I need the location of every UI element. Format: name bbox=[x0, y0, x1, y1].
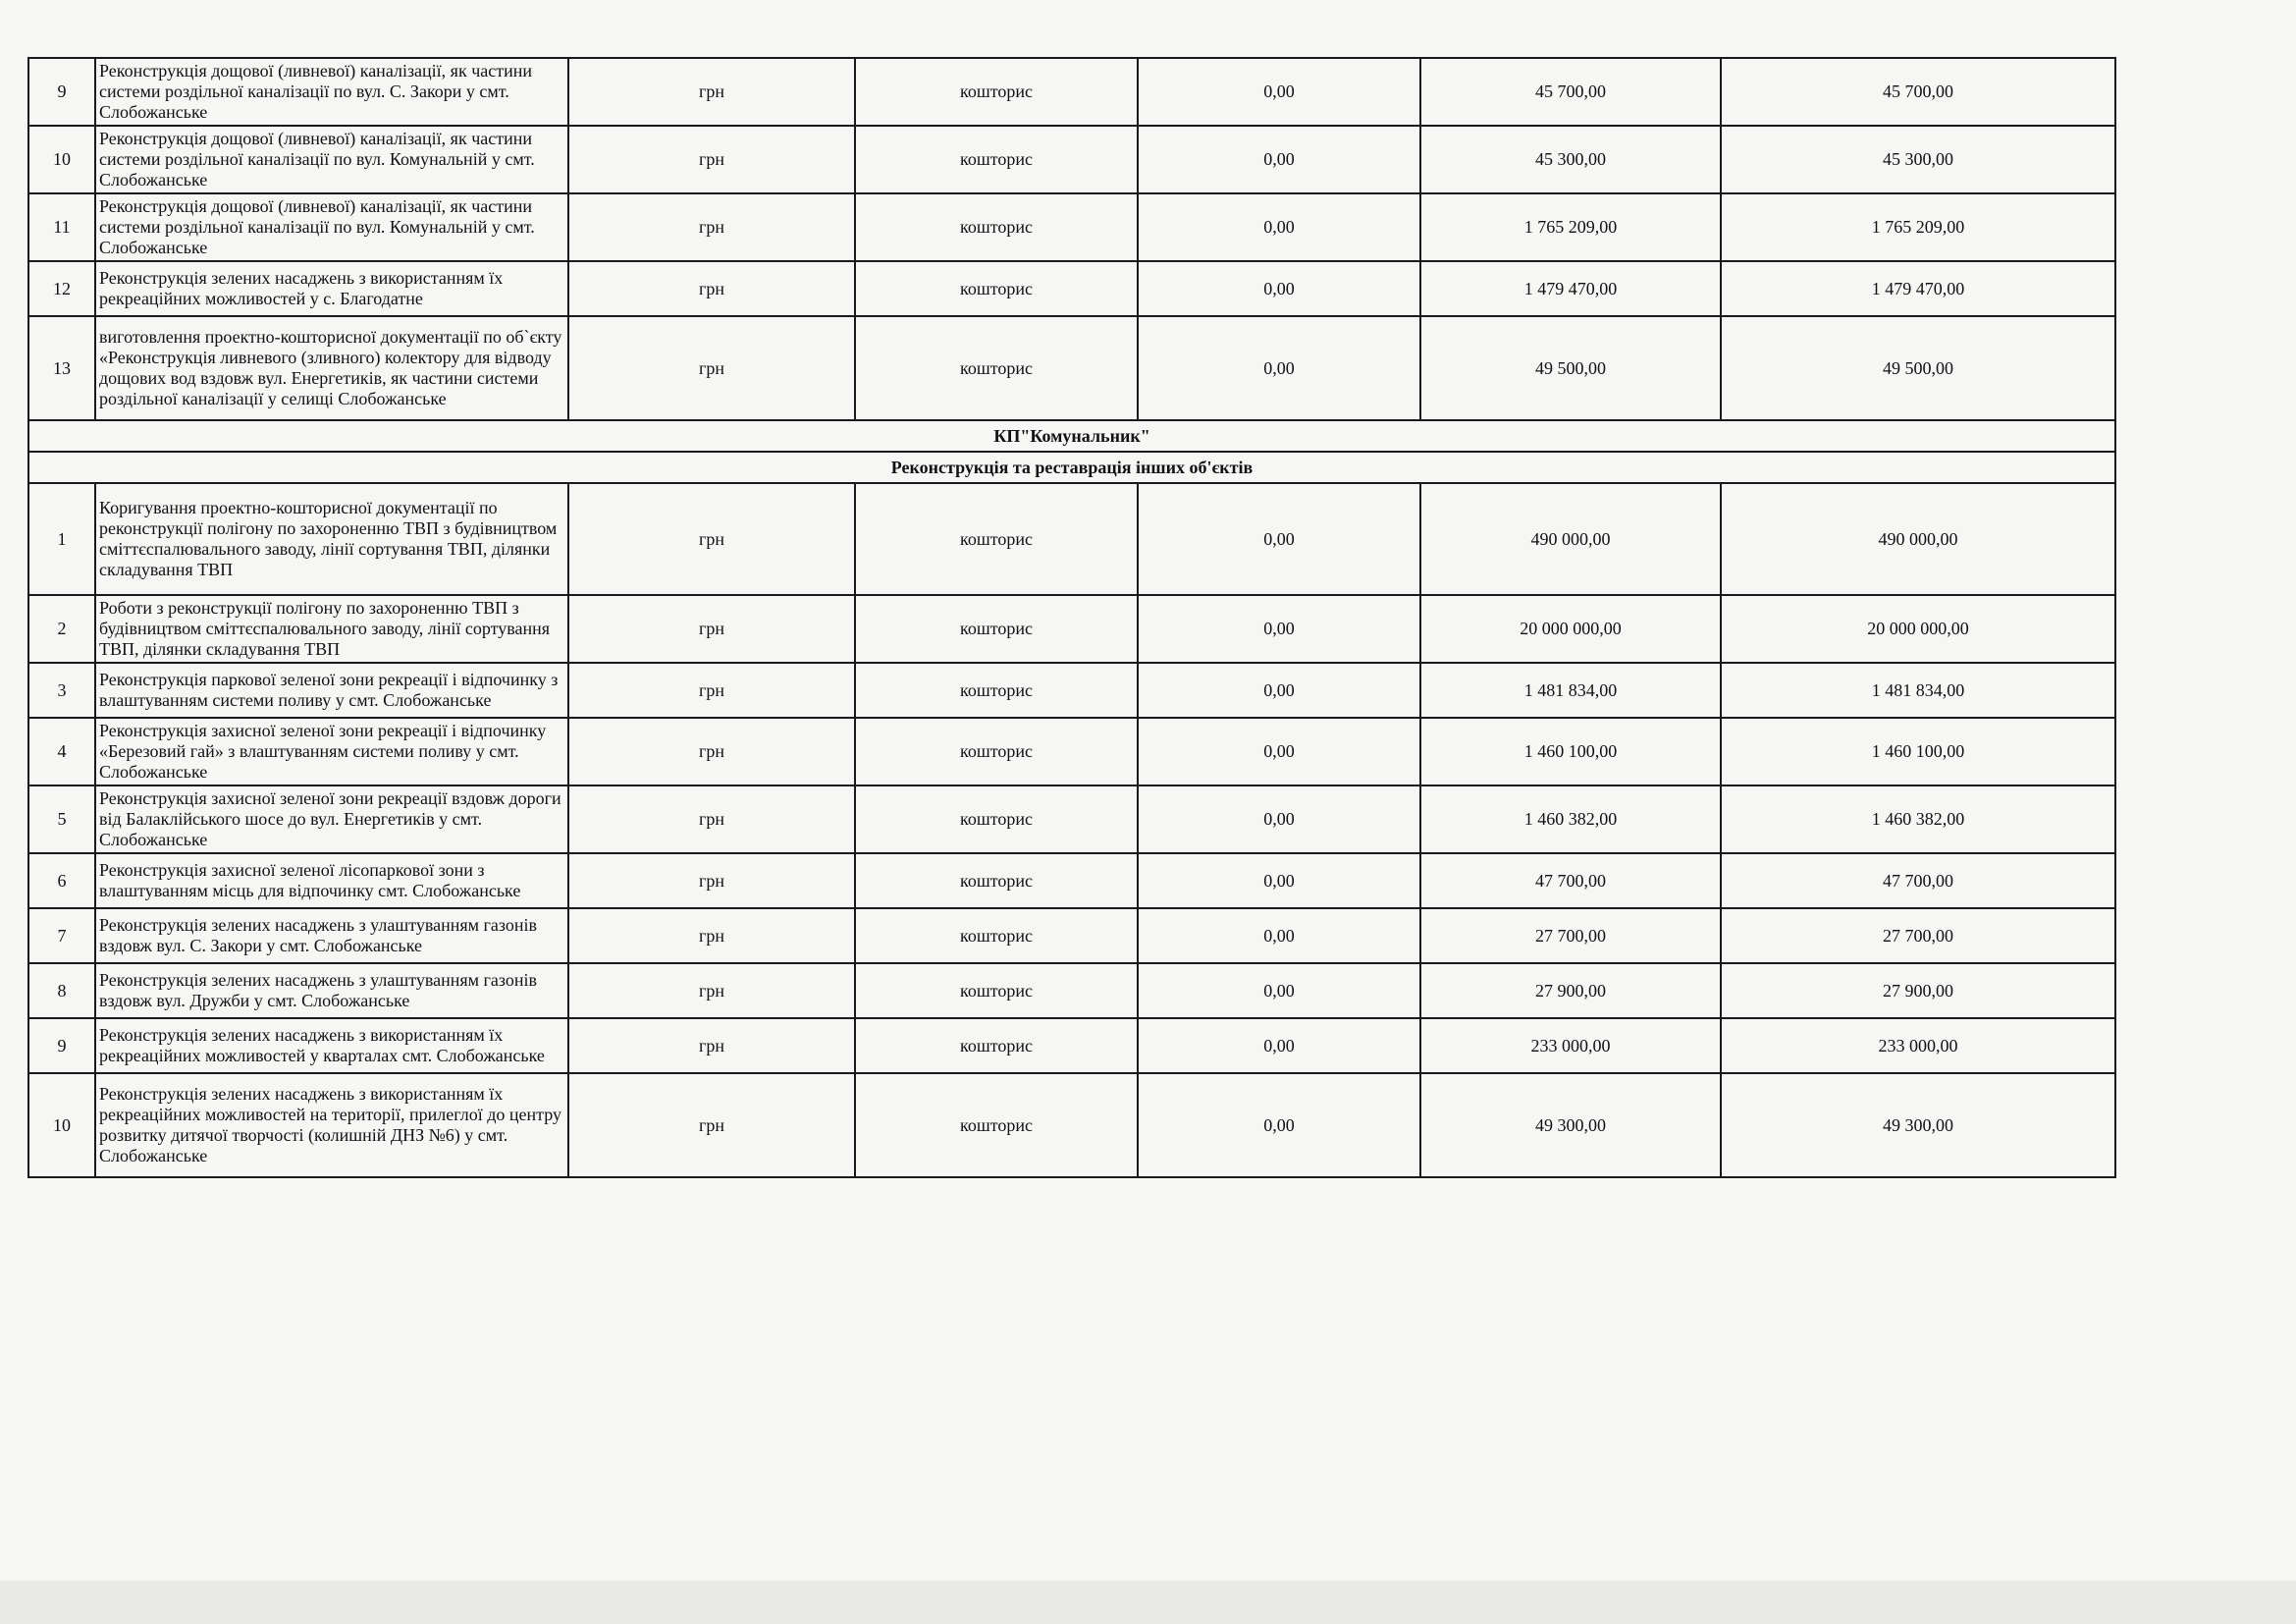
source: кошторис bbox=[855, 1073, 1138, 1177]
value-1: 0,00 bbox=[1138, 718, 1420, 785]
row-number: 2 bbox=[28, 595, 95, 663]
value-3: 1 460 100,00 bbox=[1721, 718, 2115, 785]
row-number: 4 bbox=[28, 718, 95, 785]
table-row bbox=[28, 663, 2115, 718]
section-org-row bbox=[28, 420, 2115, 452]
source: кошторис bbox=[855, 908, 1138, 963]
value-2: 233 000,00 bbox=[1420, 1018, 1721, 1073]
item-name: Реконструкція зелених насаджень з використанням їх рекреаційних можливостей у кварталах смт. Слобожанське bbox=[95, 1018, 568, 1073]
value-3: 47 700,00 bbox=[1721, 853, 2115, 908]
unit: грн bbox=[568, 1018, 855, 1073]
source: кошторис bbox=[855, 718, 1138, 785]
table-row bbox=[28, 1018, 2115, 1073]
source: кошторис bbox=[855, 261, 1138, 316]
unit: грн bbox=[568, 663, 855, 718]
value-3: 49 500,00 bbox=[1721, 316, 2115, 420]
unit: грн bbox=[568, 261, 855, 316]
value-3: 1 765 209,00 bbox=[1721, 193, 2115, 261]
row-number: 10 bbox=[28, 126, 95, 193]
value-3: 20 000 000,00 bbox=[1721, 595, 2115, 663]
value-3: 233 000,00 bbox=[1721, 1018, 2115, 1073]
row-number: 7 bbox=[28, 908, 95, 963]
table-row bbox=[28, 58, 2115, 126]
value-2: 1 460 382,00 bbox=[1420, 785, 1721, 853]
unit: грн bbox=[568, 126, 855, 193]
source: кошторис bbox=[855, 853, 1138, 908]
item-name: Коригування проектно-кошторисної документації по реконструкції полігону по захороненню ТВП з будівництвом сміттєспалювального заводу, лінії сортування ТВП, ділянки складування ТВП bbox=[95, 483, 568, 595]
value-1: 0,00 bbox=[1138, 1073, 1420, 1177]
value-1: 0,00 bbox=[1138, 1018, 1420, 1073]
value-3: 45 300,00 bbox=[1721, 126, 2115, 193]
value-2: 45 700,00 bbox=[1420, 58, 1721, 126]
row-number: 5 bbox=[28, 785, 95, 853]
source: кошторис bbox=[855, 963, 1138, 1018]
value-2: 490 000,00 bbox=[1420, 483, 1721, 595]
source: кошторис bbox=[855, 58, 1138, 126]
budget-table bbox=[27, 57, 2116, 1178]
value-2: 49 300,00 bbox=[1420, 1073, 1721, 1177]
value-2: 1 460 100,00 bbox=[1420, 718, 1721, 785]
item-name: Реконструкція дощової (ливневої) каналізації, як частини системи роздільної каналізації по вул. С. Закори у смт. Слобожанське bbox=[95, 58, 568, 126]
table-row bbox=[28, 853, 2115, 908]
unit: грн bbox=[568, 58, 855, 126]
value-1: 0,00 bbox=[1138, 963, 1420, 1018]
row-number: 13 bbox=[28, 316, 95, 420]
unit: грн bbox=[568, 963, 855, 1018]
item-name: Реконструкція паркової зеленої зони рекреації і відпочинку з влаштуванням системи поливу у смт. Слобожанське bbox=[95, 663, 568, 718]
value-3: 1 481 834,00 bbox=[1721, 663, 2115, 718]
value-1: 0,00 bbox=[1138, 58, 1420, 126]
source: кошторис bbox=[855, 663, 1138, 718]
item-name: Реконструкція зелених насаджень з використанням їх рекреаційних можливостей на території, прилеглої до центру розвитку дитячої творчості (колишній ДНЗ №6) у смт. Слобожанське bbox=[95, 1073, 568, 1177]
row-number: 9 bbox=[28, 1018, 95, 1073]
source: кошторис bbox=[855, 126, 1138, 193]
section-org-title: КП"Комунальник" bbox=[28, 420, 2115, 452]
value-2: 45 300,00 bbox=[1420, 126, 1721, 193]
table-row bbox=[28, 595, 2115, 663]
item-name: Роботи з реконструкції полігону по захороненню ТВП з будівництвом сміттєспалювального заводу, лінії сортування ТВП, ділянки складування ТВП bbox=[95, 595, 568, 663]
unit: грн bbox=[568, 853, 855, 908]
value-1: 0,00 bbox=[1138, 261, 1420, 316]
item-name: Реконструкція захисної зеленої зони рекреації і відпочинку «Березовий гай» з влаштуванням системи поливу у смт. Слобожанське bbox=[95, 718, 568, 785]
row-number: 1 bbox=[28, 483, 95, 595]
row-number: 12 bbox=[28, 261, 95, 316]
value-3: 27 700,00 bbox=[1721, 908, 2115, 963]
item-name: Реконструкція захисної зеленої зони рекреації вздовж дороги від Балаклійського шосе до вул. Енергетиків у смт. Слобожанське bbox=[95, 785, 568, 853]
value-2: 20 000 000,00 bbox=[1420, 595, 1721, 663]
row-number: 6 bbox=[28, 853, 95, 908]
value-2: 1 481 834,00 bbox=[1420, 663, 1721, 718]
item-name: Реконструкція зелених насаджень з улаштуванням газонів вздовж вул. Дружби у смт. Слобожанське bbox=[95, 963, 568, 1018]
value-2: 1 765 209,00 bbox=[1420, 193, 1721, 261]
value-2: 49 500,00 bbox=[1420, 316, 1721, 420]
item-name: Реконструкція дощової (ливневої) каналізації, як частини системи роздільної каналізації по вул. Комунальній у смт. Слобожанське bbox=[95, 193, 568, 261]
section-subtitle: Реконструкція та реставрація інших об'єктів bbox=[28, 452, 2115, 483]
table-row bbox=[28, 963, 2115, 1018]
value-1: 0,00 bbox=[1138, 663, 1420, 718]
value-1: 0,00 bbox=[1138, 193, 1420, 261]
section-subtitle-row bbox=[28, 452, 2115, 483]
table-row bbox=[28, 785, 2115, 853]
unit: грн bbox=[568, 316, 855, 420]
unit: грн bbox=[568, 718, 855, 785]
value-3: 45 700,00 bbox=[1721, 58, 2115, 126]
source: кошторис bbox=[855, 1018, 1138, 1073]
value-3: 490 000,00 bbox=[1721, 483, 2115, 595]
value-1: 0,00 bbox=[1138, 126, 1420, 193]
value-1: 0,00 bbox=[1138, 785, 1420, 853]
table-row bbox=[28, 718, 2115, 785]
value-2: 27 700,00 bbox=[1420, 908, 1721, 963]
value-2: 27 900,00 bbox=[1420, 963, 1721, 1018]
item-name: Реконструкція зелених насаджень з використанням їх рекреаційних можливостей у с. Благодатне bbox=[95, 261, 568, 316]
row-number: 10 bbox=[28, 1073, 95, 1177]
source: кошторис bbox=[855, 785, 1138, 853]
table-row bbox=[28, 193, 2115, 261]
table-row bbox=[28, 316, 2115, 420]
row-number: 9 bbox=[28, 58, 95, 126]
source: кошторис bbox=[855, 316, 1138, 420]
unit: грн bbox=[568, 908, 855, 963]
unit: грн bbox=[568, 193, 855, 261]
table-row bbox=[28, 261, 2115, 316]
table-row bbox=[28, 908, 2115, 963]
value-3: 49 300,00 bbox=[1721, 1073, 2115, 1177]
table-row bbox=[28, 126, 2115, 193]
value-3: 1 460 382,00 bbox=[1721, 785, 2115, 853]
item-name: Реконструкція дощової (ливневої) каналізації, як частини системи роздільної каналізації по вул. Комунальній у смт. Слобожанське bbox=[95, 126, 568, 193]
value-1: 0,00 bbox=[1138, 853, 1420, 908]
row-number: 8 bbox=[28, 963, 95, 1018]
source: кошторис bbox=[855, 595, 1138, 663]
source: кошторис bbox=[855, 483, 1138, 595]
source: кошторис bbox=[855, 193, 1138, 261]
unit: грн bbox=[568, 785, 855, 853]
value-1: 0,00 bbox=[1138, 595, 1420, 663]
value-3: 27 900,00 bbox=[1721, 963, 2115, 1018]
table-row bbox=[28, 483, 2115, 595]
value-1: 0,00 bbox=[1138, 483, 1420, 595]
row-number: 11 bbox=[28, 193, 95, 261]
value-3: 1 479 470,00 bbox=[1721, 261, 2115, 316]
item-name: Реконструкція захисної зеленої лісопаркової зони з влаштуванням місць для відпочинку смт. Слобожанське bbox=[95, 853, 568, 908]
row-number: 3 bbox=[28, 663, 95, 718]
value-1: 0,00 bbox=[1138, 908, 1420, 963]
value-2: 1 479 470,00 bbox=[1420, 261, 1721, 316]
unit: грн bbox=[568, 483, 855, 595]
unit: грн bbox=[568, 595, 855, 663]
value-1: 0,00 bbox=[1138, 316, 1420, 420]
table-row bbox=[28, 1073, 2115, 1177]
value-2: 47 700,00 bbox=[1420, 853, 1721, 908]
unit: грн bbox=[568, 1073, 855, 1177]
item-name: виготовлення проектно-кошторисної документації по об`єкту «Реконструкція ливневого (зливного) колектору для відводу дощових вод вздовж вул. Енергетиків, як частини системи роздільної каналізації у селищі Слобожанське bbox=[95, 316, 568, 420]
item-name: Реконструкція зелених насаджень з улаштуванням газонів вздовж вул. С. Закори у смт. Слобожанське bbox=[95, 908, 568, 963]
